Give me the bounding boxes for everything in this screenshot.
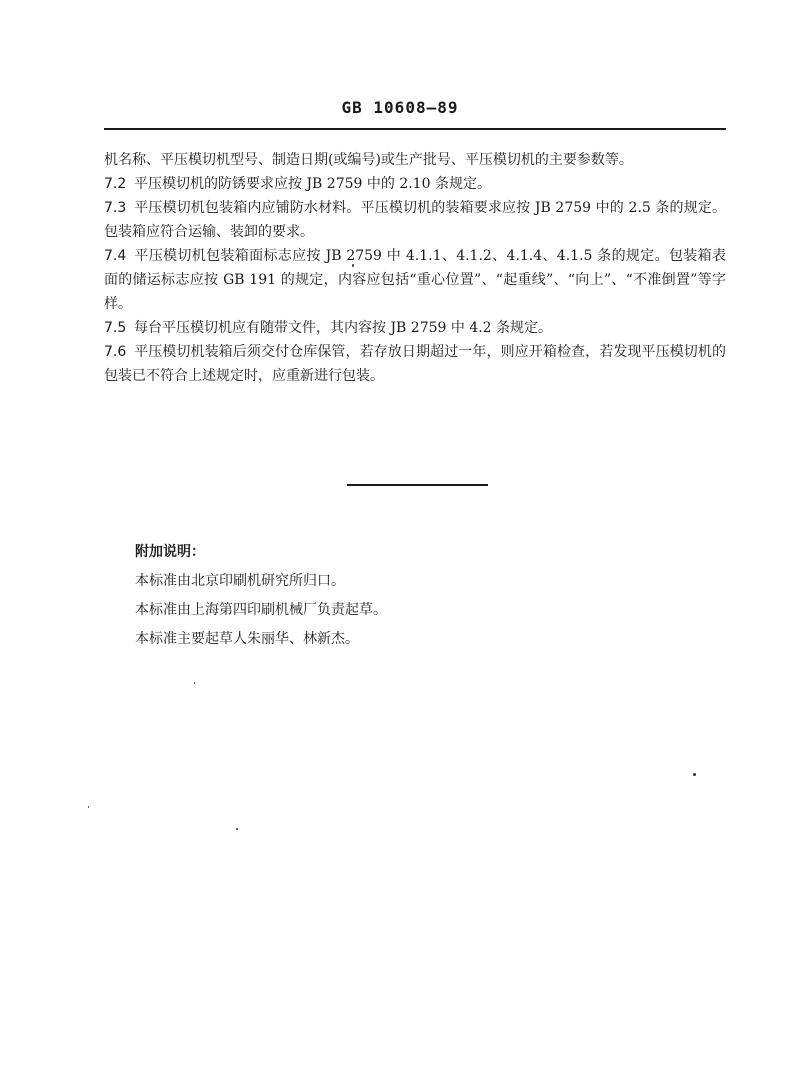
scan-speck xyxy=(693,773,696,776)
section-text: 平压模切机包装箱内应铺防水材料。平压模切机的装箱要求应按 JB 2759 中的 2.5 条的规定。包装箱应符合运输、装卸的要求。 xyxy=(104,200,726,240)
appendix-title: 附加说明： xyxy=(135,544,205,560)
section-number: 7.2 xyxy=(104,176,127,192)
section-7-2 xyxy=(104,172,726,196)
section-7-3 xyxy=(104,196,726,244)
scan-speck xyxy=(236,828,238,830)
appendix-line: 本标准由上海第四印刷机械厂负责起草。 xyxy=(135,602,387,618)
section-7-5 xyxy=(104,316,726,340)
appendix-line: 本标准主要起草人朱丽华、林新杰。 xyxy=(135,631,359,647)
scan-speck xyxy=(88,806,89,808)
appendix-notes xyxy=(135,538,695,654)
body-text xyxy=(104,148,726,388)
scan-speck xyxy=(352,264,354,267)
header-rule xyxy=(104,128,726,130)
scan-speck xyxy=(194,682,195,684)
section-7-6 xyxy=(104,340,726,388)
section-continuation xyxy=(104,148,726,172)
section-number: 7.3 xyxy=(104,200,127,216)
section-text: 平压模切机的防锈要求应按 JB 2759 中的 2.10 条规定。 xyxy=(134,176,491,192)
end-of-text-rule xyxy=(347,484,488,486)
section-text: 平压模切机装箱后须交付仓库保管，若存放日期超过一年，则应开箱检查，若发现平压模切机的包装已不符合上述规定时，应重新进行包装。 xyxy=(104,344,726,384)
section-number: 7.5 xyxy=(104,320,127,336)
standard-code-header: GB 10608—89 xyxy=(341,98,459,117)
section-7-4 xyxy=(104,244,726,316)
appendix-line: 本标准由北京印刷机研究所归口。 xyxy=(135,573,345,589)
section-text: 平压模切机包装箱面标志应按 JB 2759 中 4.1.1、4.1.2、4.1.4、4.1.5 条的规定。包装箱表面的储运标志应按 GB 191 的规定，内容应包括“重心位置”、“起重线”、“向上”、“不准倒置”等字样。 xyxy=(104,248,726,312)
section-number: 7.4 xyxy=(104,248,127,264)
section-text: 每台平压模切机应有随带文件，其内容按 JB 2759 中 4.2 条规定。 xyxy=(134,320,553,336)
section-number: 7.6 xyxy=(104,344,127,360)
section-text: 机名称、平压模切机型号、制造日期(或编号)或生产批号、平压模切机的主要参数等。 xyxy=(104,152,633,168)
